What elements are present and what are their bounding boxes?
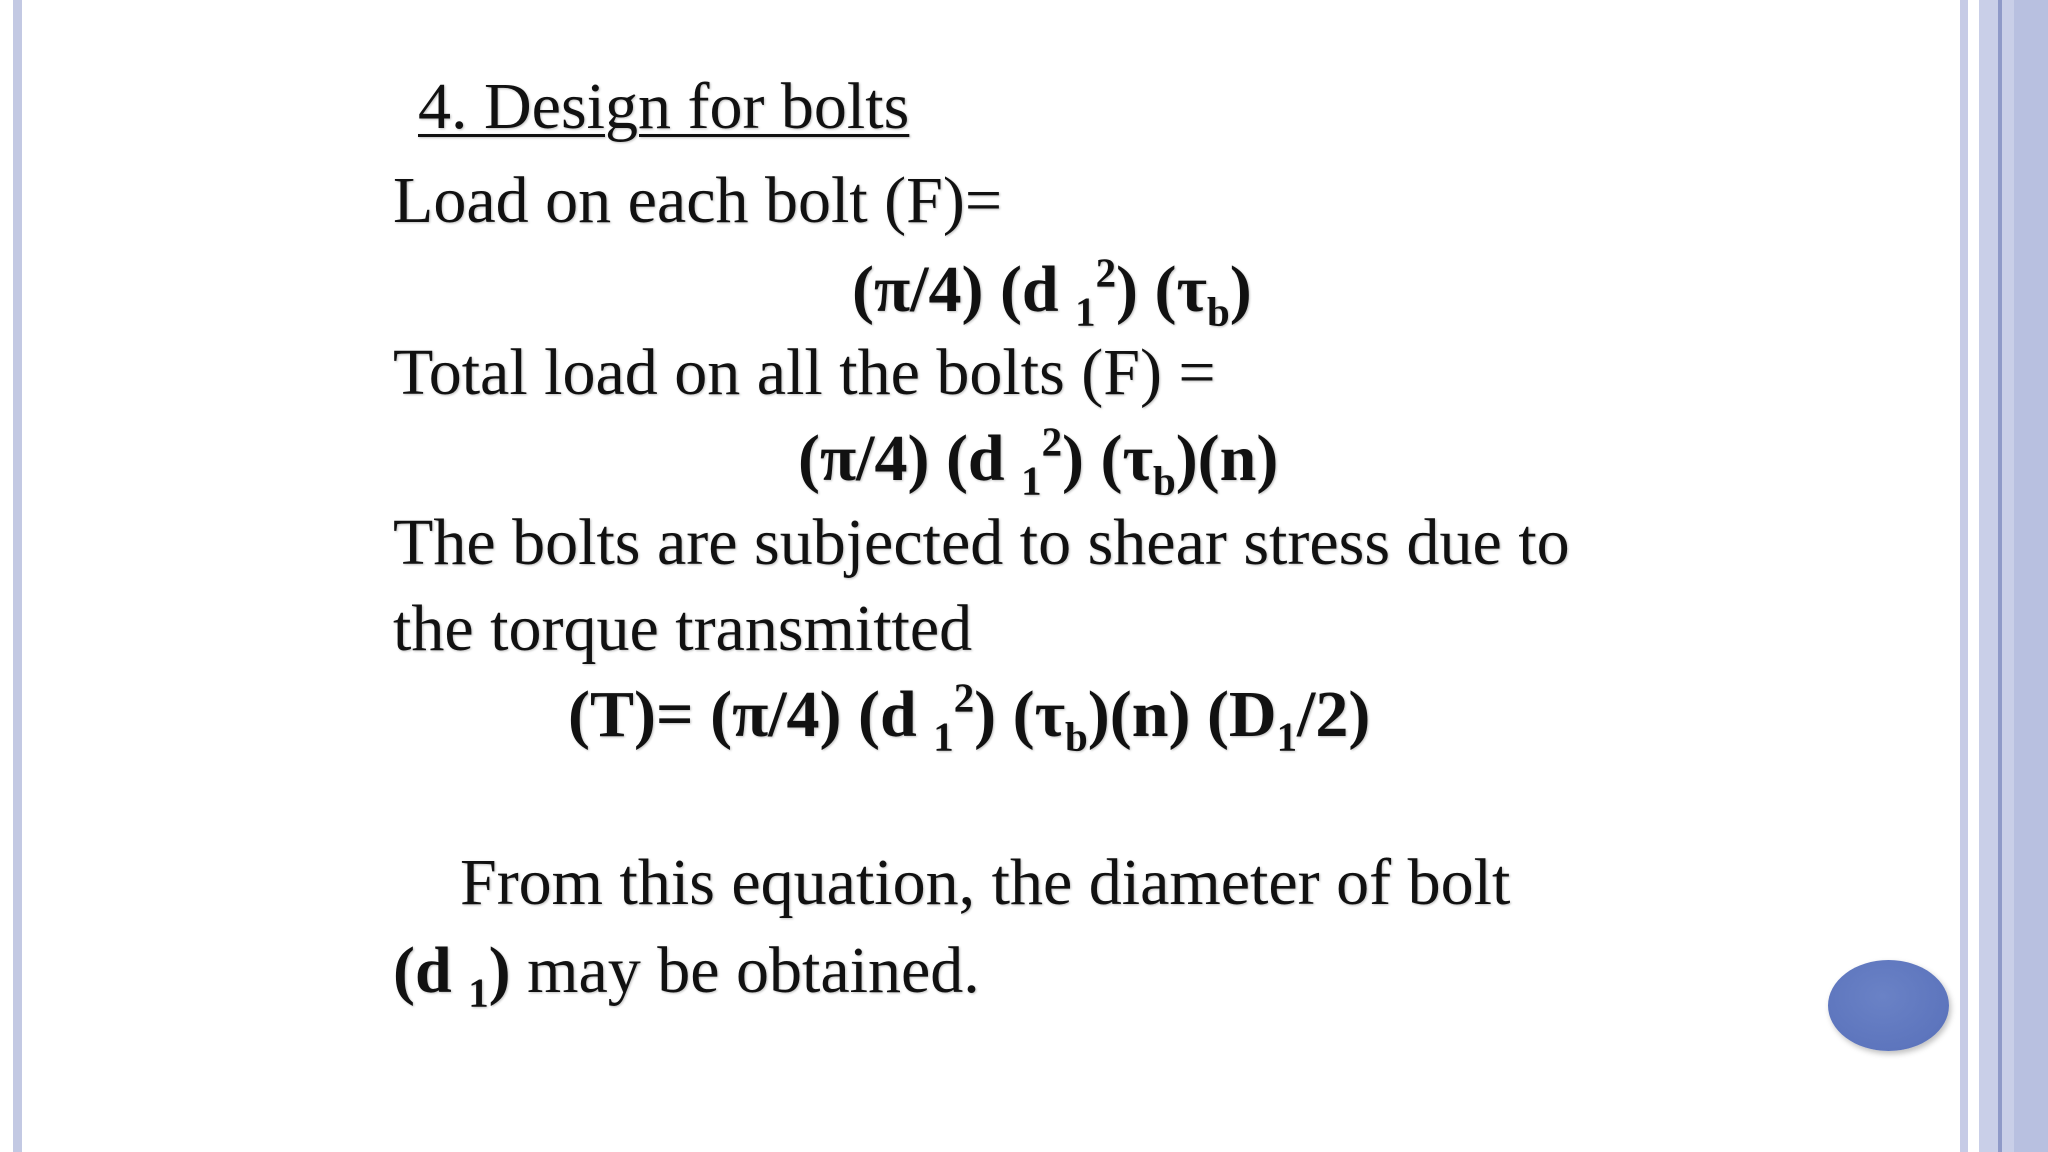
border-stripe [1998,0,2002,1152]
text-line-obtained: (d $_1$) may be obtained. [393,934,980,1016]
equation-load-each-bolt: (π/4) (d $_1^2$) $(\tau_b)$ [852,250,1252,335]
text-line-total-load: Total load on all the bolts (F) = [393,336,1216,409]
equation-total-load: (π/4) (d $_1^2$) $(\tau_b)(n)$ [798,419,1279,504]
slide-border-right [1960,0,2048,1152]
text-line-load-each-bolt: Load on each bolt (F)= [393,164,1003,237]
text-line-shear-stress: The bolts are subjected to shear stress due to [393,506,1570,579]
equation-torque: (T)= (π/4) (d $_1^2$) $(\tau_b)(n)$ $(D_1/2)$ [568,675,1371,760]
text-line-from-equation: From this equation, the diameter of bolt [460,846,1511,919]
oval-action-button[interactable] [1828,960,1949,1051]
text-line-torque: the torque transmitted [393,592,973,665]
border-stripe [2014,0,2048,1152]
border-stripe [1960,0,1968,1152]
slide-heading: 4. Design for bolts [418,70,910,143]
